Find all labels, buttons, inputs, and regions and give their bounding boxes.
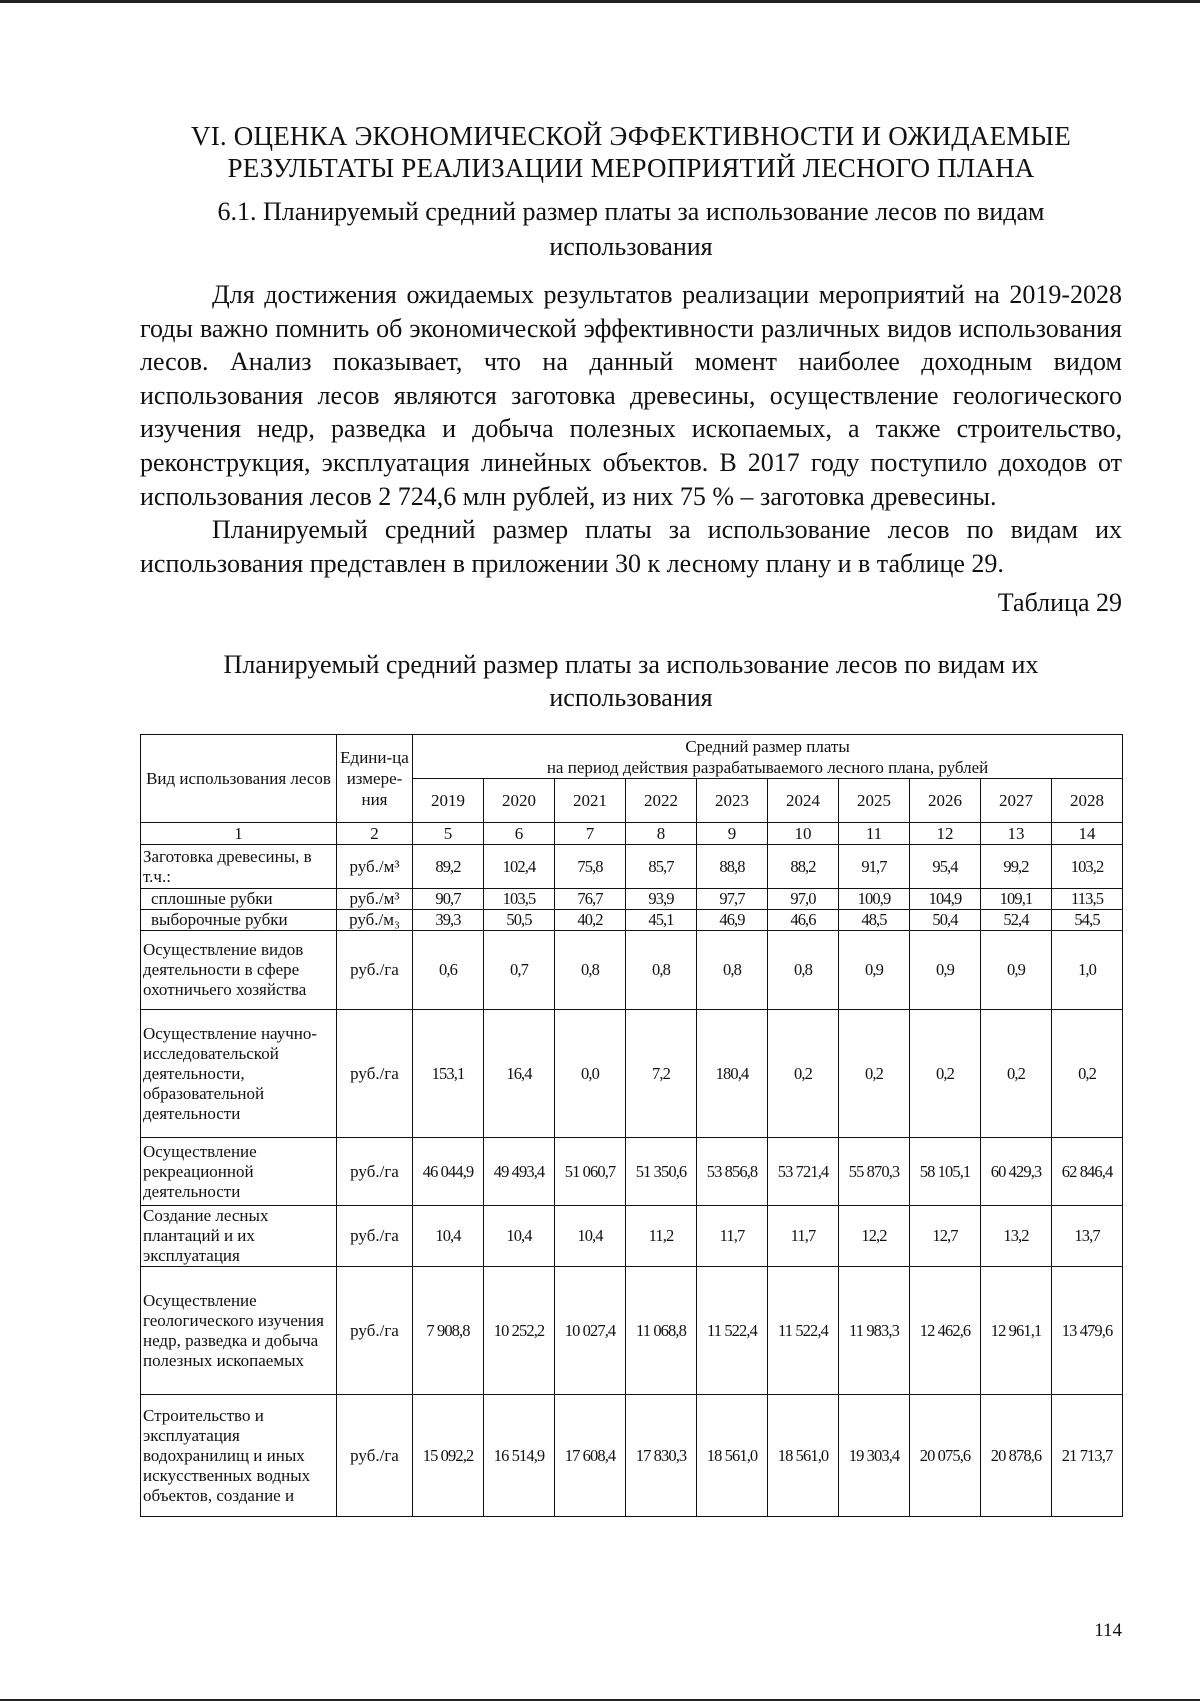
row-value-cell: 11 068,8	[626, 1267, 697, 1395]
row-type-cell: выборочные рубки	[141, 910, 337, 931]
row-value-cell: 0,8	[768, 931, 839, 1010]
row-value-cell: 17 830,3	[626, 1395, 697, 1517]
year-2020: 2020	[484, 779, 555, 823]
row-value-cell: 50,5	[484, 910, 555, 931]
row-value-cell: 97,0	[768, 889, 839, 910]
row-type-cell: Осуществление рекреационной деятельности	[141, 1138, 337, 1206]
row-type-cell: Осуществление видов деятельности в сфере охотничьего хозяйства	[141, 931, 337, 1010]
col-number: 2	[337, 823, 413, 845]
row-value-cell: 55 870,3	[839, 1138, 910, 1206]
payment-table	[140, 734, 1123, 1517]
row-value-cell: 10,4	[413, 1206, 484, 1267]
row-value-cell: 12 961,1	[981, 1267, 1052, 1395]
row-unit-cell: руб./м₃	[337, 910, 413, 931]
row-value-cell: 99,2	[981, 845, 1052, 889]
row-value-cell: 39,3	[413, 910, 484, 931]
table-label: Таблица 29	[997, 588, 1122, 618]
row-value-cell: 0,9	[981, 931, 1052, 1010]
row-value-cell: 100,9	[839, 889, 910, 910]
row-value-cell: 46 044,9	[413, 1138, 484, 1206]
col-number: 12	[910, 823, 981, 845]
year-2026: 2026	[910, 779, 981, 823]
row-type-cell: Осуществление научно-исследовательской деятельности, образовательной деятельности	[141, 1010, 337, 1138]
table-row	[141, 889, 1123, 910]
row-value-cell: 11 522,4	[768, 1267, 839, 1395]
subsection-heading	[140, 194, 1122, 264]
row-value-cell: 0,6	[413, 931, 484, 1010]
col-number: 7	[555, 823, 626, 845]
row-unit-cell: руб./м³	[337, 889, 413, 910]
row-value-cell: 10,4	[555, 1206, 626, 1267]
year-2019: 2019	[413, 779, 484, 823]
table-row	[141, 1206, 1123, 1267]
table-row	[141, 1267, 1123, 1395]
row-value-cell: 20 075,6	[910, 1395, 981, 1517]
header-price-line2: на период действия разрабатываемого лесного плана, рублей	[546, 757, 989, 777]
row-value-cell: 62 846,4	[1052, 1138, 1123, 1206]
subsection-heading-line1: 6.1. Планируемый средний размер платы за использование лесов по видам	[217, 197, 1045, 226]
table-caption-line2: использования	[549, 683, 713, 713]
row-value-cell: 102,4	[484, 845, 555, 889]
paragraph-1: Для достижения ожидаемых результатов реализации мероприятий на 2019-2028 годы важно помнить об экономической эффективности различных видов использования лесов. Анализ показывает, что на данный момент наиболее доходным видом использования лесов являются заготовка древесины, осуществление геологического изучения недр, разведка и добыча полезных ископаемых, а также строительство, реконструкция, эксплуатация линейных объектов. В 2017 году поступило доходов от использования лесов 2 724,6 млн рублей, из них 75 % – заготовка древесины.	[140, 280, 1122, 511]
row-value-cell: 53 721,4	[768, 1138, 839, 1206]
row-value-cell: 0,9	[839, 931, 910, 1010]
row-value-cell: 16,4	[484, 1010, 555, 1138]
row-value-cell: 10,4	[484, 1206, 555, 1267]
row-value-cell: 95,4	[910, 845, 981, 889]
row-value-cell: 13,7	[1052, 1206, 1123, 1267]
year-2022: 2022	[626, 779, 697, 823]
row-value-cell: 10 252,2	[484, 1267, 555, 1395]
table-row	[141, 1395, 1123, 1517]
row-value-cell: 93,9	[626, 889, 697, 910]
table-row	[141, 931, 1123, 1010]
row-value-cell: 91,7	[839, 845, 910, 889]
row-value-cell: 0,2	[768, 1010, 839, 1138]
row-value-cell: 10 027,4	[555, 1267, 626, 1395]
row-value-cell: 60 429,3	[981, 1138, 1052, 1206]
row-value-cell: 52,4	[981, 910, 1052, 931]
row-value-cell: 48,5	[839, 910, 910, 931]
row-value-cell: 12,7	[910, 1206, 981, 1267]
row-value-cell: 76,7	[555, 889, 626, 910]
header-price-line1: Средний размер платы	[685, 736, 850, 756]
year-2028: 2028	[1052, 779, 1123, 823]
row-value-cell: 75,8	[555, 845, 626, 889]
row-value-cell: 19 303,4	[839, 1395, 910, 1517]
row-unit-cell: руб./га	[337, 931, 413, 1010]
row-value-cell: 89,2	[413, 845, 484, 889]
section-heading-line2: РЕЗУЛЬТАТЫ РЕАЛИЗАЦИИ МЕРОПРИЯТИЙ ЛЕСНОГО ПЛАНА	[227, 153, 1035, 183]
row-value-cell: 21 713,7	[1052, 1395, 1123, 1517]
table-row	[141, 845, 1123, 889]
row-value-cell: 40,2	[555, 910, 626, 931]
row-value-cell: 16 514,9	[484, 1395, 555, 1517]
table-caption	[140, 648, 1122, 714]
row-value-cell: 51 060,7	[555, 1138, 626, 1206]
row-value-cell: 7 908,8	[413, 1267, 484, 1395]
row-value-cell: 11 522,4	[697, 1267, 768, 1395]
row-value-cell: 0,9	[910, 931, 981, 1010]
row-value-cell: 51 350,6	[626, 1138, 697, 1206]
row-value-cell: 7,2	[626, 1010, 697, 1138]
col-number: 6	[484, 823, 555, 845]
row-value-cell: 11,7	[768, 1206, 839, 1267]
col-number: 5	[413, 823, 484, 845]
row-value-cell: 97,7	[697, 889, 768, 910]
year-2023: 2023	[697, 779, 768, 823]
row-unit-cell: руб./га	[337, 1395, 413, 1517]
row-unit-cell: руб./га	[337, 1010, 413, 1138]
row-value-cell: 103,5	[484, 889, 555, 910]
row-value-cell: 18 561,0	[697, 1395, 768, 1517]
row-value-cell: 46,9	[697, 910, 768, 931]
row-type-cell: Строительство и эксплуатация водохранилищ и иных искусственных водных объектов, создание и	[141, 1395, 337, 1517]
header-unit: Едини-ца измере-ния	[337, 735, 413, 823]
row-type-cell: Осуществление геологического изучения недр, разведка и добыча полезных ископаемых	[141, 1267, 337, 1395]
year-2024: 2024	[768, 779, 839, 823]
col-number: 10	[768, 823, 839, 845]
year-2025: 2025	[839, 779, 910, 823]
col-number: 1	[141, 823, 337, 845]
table-row	[141, 1010, 1123, 1138]
row-value-cell: 11 983,3	[839, 1267, 910, 1395]
row-value-cell: 88,8	[697, 845, 768, 889]
col-number: 14	[1052, 823, 1123, 845]
row-value-cell: 15 092,2	[413, 1395, 484, 1517]
row-value-cell: 109,1	[981, 889, 1052, 910]
row-value-cell: 0,0	[555, 1010, 626, 1138]
row-type-cell: Создание лесных плантаций и их эксплуатация	[141, 1206, 337, 1267]
paragraph-2: Планируемый средний размер платы за использование лесов по видам их использования представлен в приложении 30 к лесному плану и в таблице 29.	[140, 515, 1122, 578]
row-value-cell: 104,9	[910, 889, 981, 910]
row-value-cell: 88,2	[768, 845, 839, 889]
row-value-cell: 50,4	[910, 910, 981, 931]
row-value-cell: 17 608,4	[555, 1395, 626, 1517]
header-type: Вид использования лесов	[141, 735, 337, 823]
row-unit-cell: руб./га	[337, 1206, 413, 1267]
row-value-cell: 12 462,6	[910, 1267, 981, 1395]
row-value-cell: 45,1	[626, 910, 697, 931]
row-value-cell: 113,5	[1052, 889, 1123, 910]
row-value-cell: 85,7	[626, 845, 697, 889]
row-value-cell: 0,2	[839, 1010, 910, 1138]
row-type-cell: сплошные рубки	[141, 889, 337, 910]
row-value-cell: 18 561,0	[768, 1395, 839, 1517]
row-value-cell: 11,2	[626, 1206, 697, 1267]
section-heading	[140, 120, 1122, 184]
row-value-cell: 180,4	[697, 1010, 768, 1138]
row-value-cell: 0,8	[626, 931, 697, 1010]
row-value-cell: 13 479,6	[1052, 1267, 1123, 1395]
row-value-cell: 20 878,6	[981, 1395, 1052, 1517]
row-value-cell: 58 105,1	[910, 1138, 981, 1206]
row-value-cell: 12,2	[839, 1206, 910, 1267]
row-value-cell: 103,2	[1052, 845, 1123, 889]
col-number: 8	[626, 823, 697, 845]
year-2021: 2021	[555, 779, 626, 823]
row-value-cell: 49 493,4	[484, 1138, 555, 1206]
subsection-heading-line2: использования	[549, 232, 713, 261]
row-value-cell: 0,2	[981, 1010, 1052, 1138]
row-value-cell: 90,7	[413, 889, 484, 910]
row-unit-cell: руб./м³	[337, 845, 413, 889]
row-type-cell: Заготовка древесины, в т.ч.:	[141, 845, 337, 889]
row-value-cell: 13,2	[981, 1206, 1052, 1267]
row-value-cell: 0,7	[484, 931, 555, 1010]
row-value-cell: 54,5	[1052, 910, 1123, 931]
row-value-cell: 1,0	[1052, 931, 1123, 1010]
row-value-cell: 0,2	[1052, 1010, 1123, 1138]
section-heading-line1: VI. ОЦЕНКА ЭКОНОМИЧЕСКОЙ ЭФФЕКТИВНОСТИ И ОЖИДАЕМЫЕ	[191, 121, 1071, 151]
row-value-cell: 53 856,8	[697, 1138, 768, 1206]
row-value-cell: 153,1	[413, 1010, 484, 1138]
page-number: 114	[1094, 1620, 1122, 1641]
table-row	[141, 910, 1123, 931]
header-price	[413, 735, 1123, 779]
col-number: 9	[697, 823, 768, 845]
col-number: 11	[839, 823, 910, 845]
page-top-border	[0, 0, 1200, 3]
col-number: 13	[981, 823, 1052, 845]
year-2027: 2027	[981, 779, 1052, 823]
row-value-cell: 46,6	[768, 910, 839, 931]
row-value-cell: 0,8	[555, 931, 626, 1010]
row-unit-cell: руб./га	[337, 1267, 413, 1395]
row-unit-cell: руб./га	[337, 1138, 413, 1206]
row-value-cell: 11,7	[697, 1206, 768, 1267]
table-row	[141, 1138, 1123, 1206]
table-caption-line1: Планируемый средний размер платы за использование лесов по видам их	[223, 650, 1039, 680]
row-value-cell: 0,8	[697, 931, 768, 1010]
row-value-cell: 0,2	[910, 1010, 981, 1138]
document-page	[140, 110, 1122, 1517]
